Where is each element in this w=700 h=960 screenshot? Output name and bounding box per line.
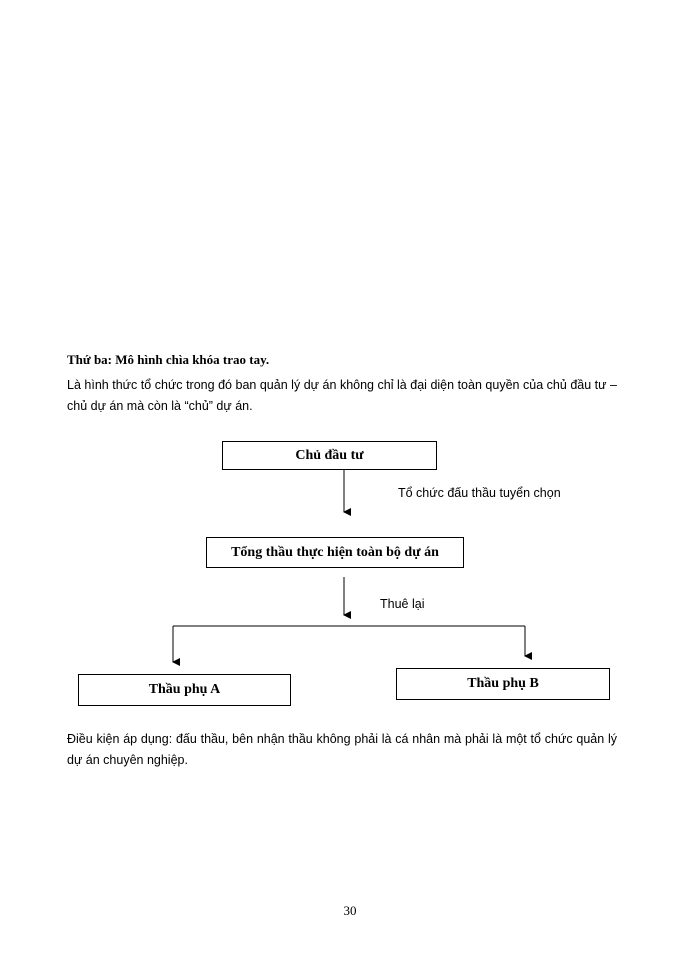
node-investor: Chủ đầu tư bbox=[222, 441, 437, 470]
node-sub-b: Thầu phụ B bbox=[396, 668, 610, 700]
edge-label-tender: Tổ chức đấu thầu tuyển chọn bbox=[398, 486, 561, 500]
node-general-contractor: Tổng thầu thực hiện toàn bộ dự án bbox=[206, 537, 464, 568]
intro-paragraph: Là hình thức tổ chức trong đó ban quản lý dự án không chỉ là đại diện toàn quyền của chủ đầu tư – chủ dự án mà còn là “chủ” dự án. bbox=[67, 378, 617, 413]
node-sub-a: Thầu phụ A bbox=[78, 674, 291, 706]
page-number: 30 bbox=[343, 903, 357, 918]
conditions-paragraph: Điều kiện áp dụng: đấu thầu, bên nhận thầu không phải là cá nhân mà phải là một tổ chức quản lý dự án chuyên nghiệp. bbox=[67, 732, 617, 767]
section-heading: Thứ ba: Mô hình chìa khóa trao tay. bbox=[67, 352, 270, 367]
edge-label-subcontract: Thuê lại bbox=[380, 597, 425, 611]
